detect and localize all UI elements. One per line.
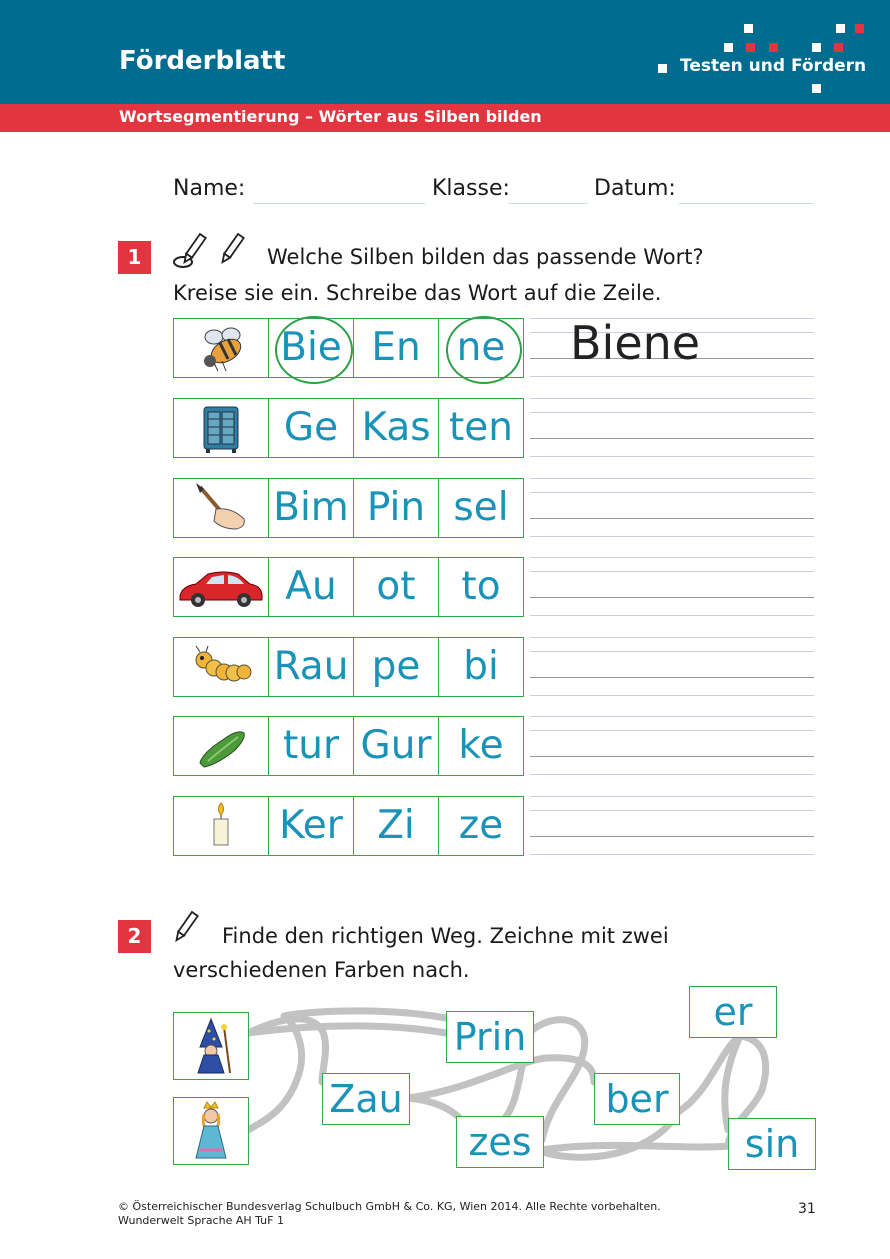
task-number-2: 2 xyxy=(118,920,151,953)
date-label: Datum: xyxy=(594,176,676,201)
syllable-cell[interactable]: Bim xyxy=(268,478,354,538)
syllable-cell[interactable]: Bie xyxy=(268,318,354,378)
syllable-cell[interactable]: ne xyxy=(438,318,524,378)
syllable-cell[interactable]: Gur xyxy=(353,716,439,776)
syllable-cell[interactable]: ten xyxy=(438,398,524,458)
syllable-cell[interactable]: pe xyxy=(353,637,439,697)
name-label: Name: xyxy=(173,176,246,201)
wizard-icon xyxy=(174,1013,248,1079)
syllable-cell[interactable]: ke xyxy=(438,716,524,776)
syllable-cell[interactable]: Zi xyxy=(353,796,439,856)
page-title: Förderblatt xyxy=(119,46,286,76)
written-answer: Biene xyxy=(570,316,701,370)
task1-instruction-line2: Kreise sie ein. Schreibe das Wort auf die Zeile. xyxy=(173,281,662,305)
copyright-text: © Österreichischer Bundesverlag Schulbuch GmbH & Co. KG, Wien 2014. Alle Rechte vorbehalten. xyxy=(118,1200,661,1213)
syllable-cell[interactable]: tur xyxy=(268,716,354,776)
syllable-cell[interactable]: ze xyxy=(438,796,524,856)
task2-instruction-line1: Finde den richtigen Weg. Zeichne mit zwei xyxy=(222,924,669,948)
syllable-cell[interactable]: sel xyxy=(438,478,524,538)
picture-box-wizard xyxy=(173,1012,249,1080)
princess-icon xyxy=(174,1098,248,1164)
syllable-cell[interactable]: Ge xyxy=(268,398,354,458)
syllable-cell[interactable]: to xyxy=(438,557,524,617)
maze-syllable-er[interactable]: er xyxy=(689,986,777,1038)
syllable-cell[interactable]: bi xyxy=(438,637,524,697)
subtitle: Wortsegmentierung – Wörter aus Silben bilden xyxy=(119,107,542,126)
syllable-cell[interactable]: En xyxy=(353,318,439,378)
task-number-1: 1 xyxy=(118,241,151,274)
maze-syllable-zes[interactable]: zes xyxy=(456,1116,544,1168)
syllable-cell[interactable]: ot xyxy=(353,557,439,617)
class-label: Klasse: xyxy=(432,176,510,201)
maze-syllable-zau[interactable]: Zau xyxy=(322,1073,410,1125)
maze-syllable-prin[interactable]: Prin xyxy=(446,1011,534,1063)
footer xyxy=(118,1200,661,1228)
page-number: 31 xyxy=(798,1201,816,1217)
syllable-cell[interactable]: Au xyxy=(268,557,354,617)
brand-label: Testen und Fördern xyxy=(680,56,867,76)
syllable-cell[interactable]: Ker xyxy=(268,796,354,856)
maze-syllable-sin[interactable]: sin xyxy=(728,1118,816,1170)
task2-instruction-line2: verschiedenen Farben nach. xyxy=(173,958,470,982)
syllable-cell[interactable]: Rau xyxy=(268,637,354,697)
book-title: Wunderwelt Sprache AH TuF 1 xyxy=(118,1214,284,1227)
picture-box-princess xyxy=(173,1097,249,1165)
syllable-cell[interactable]: Kas xyxy=(353,398,439,458)
maze-syllable-ber[interactable]: ber xyxy=(594,1073,680,1125)
task1-instruction-line1: Welche Silben bilden das passende Wort? xyxy=(267,245,704,269)
syllable-cell[interactable]: Pin xyxy=(353,478,439,538)
